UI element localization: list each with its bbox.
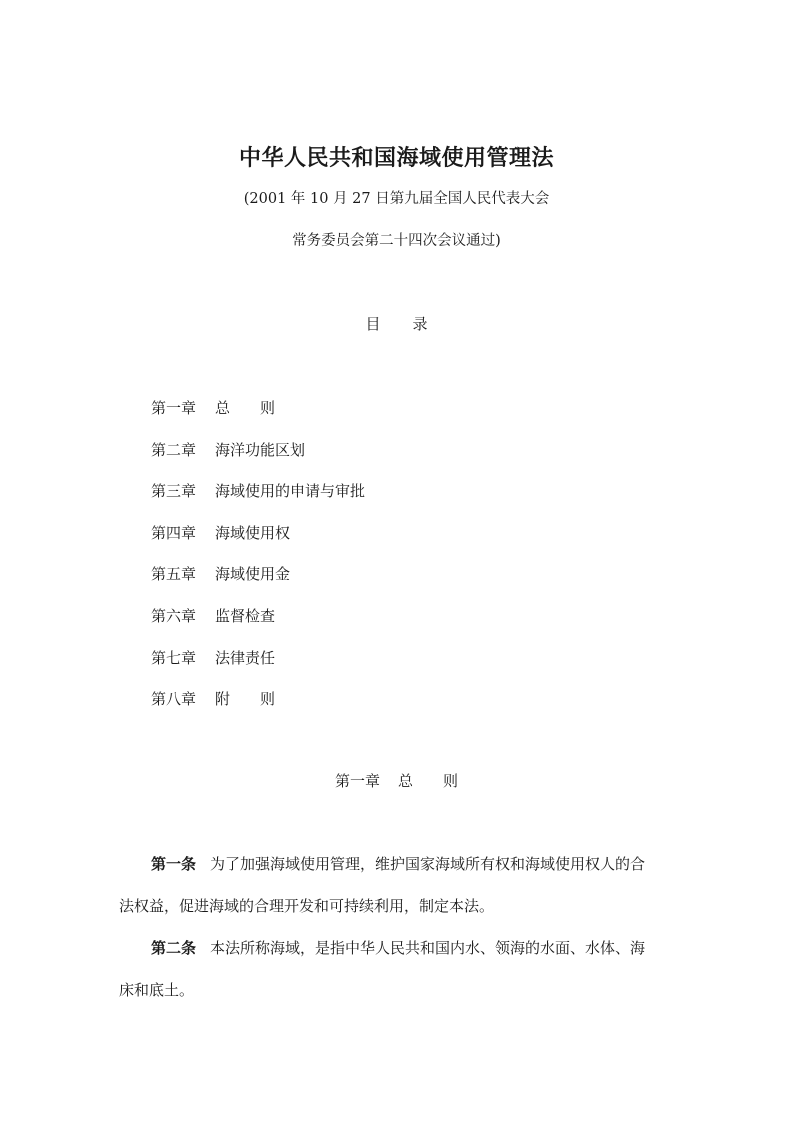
article-text: 本法所称海域，是指中华人民共和国内水、领海的水面、水体、海 <box>210 939 646 957</box>
toc-chapter-number: 第七章 <box>151 648 197 667</box>
article-label: 第一条 <box>151 855 197 873</box>
toc-item-chapter-6 <box>151 605 365 647</box>
toc-chapter-title: 海域使用权 <box>215 523 291 542</box>
toc-chapter-number: 第八章 <box>151 690 197 709</box>
chapter-number: 第一章 <box>334 772 380 790</box>
toc-heading-left: 目 <box>365 315 381 333</box>
article-1-line-2: 法权益，促进海域的合理开发和可持续利用，制定本法。 <box>119 896 495 915</box>
toc-chapter-number: 第一章 <box>151 399 197 417</box>
article-2-line-1 <box>119 937 675 979</box>
document-subtitle-line2: 常务委员会第二十四次会议通过) <box>292 233 501 249</box>
toc-chapter-number: 第三章 <box>151 482 197 501</box>
table-of-contents <box>151 397 365 730</box>
toc-chapter-title: 总 则 <box>215 399 276 417</box>
article-2 <box>119 937 675 1020</box>
article-1-line-1 <box>119 853 675 895</box>
toc-chapter-title: 海域使用的申请与审批 <box>215 482 366 501</box>
article-label: 第二条 <box>151 939 197 957</box>
toc-item-chapter-5 <box>151 563 365 605</box>
chapter-title: 总 则 <box>398 772 459 790</box>
toc-chapter-title: 法律责任 <box>215 648 276 667</box>
article-1 <box>119 853 675 936</box>
toc-heading-right: 录 <box>412 315 428 333</box>
chapter-1-heading <box>0 770 793 792</box>
toc-chapter-title: 附 则 <box>215 690 276 709</box>
toc-chapter-number: 第五章 <box>151 565 197 584</box>
toc-chapter-number: 第二章 <box>151 440 197 459</box>
document-subtitle-line1: (2001 年 10 月 27 日第九届全国人民代表大会 <box>243 191 550 207</box>
toc-chapter-number: 第六章 <box>151 606 197 625</box>
toc-chapter-title: 海域使用金 <box>215 565 291 584</box>
toc-item-chapter-8 <box>151 688 365 730</box>
toc-item-chapter-4 <box>151 522 365 564</box>
toc-heading <box>0 313 793 335</box>
toc-chapter-number: 第四章 <box>151 523 197 542</box>
toc-chapter-title: 海洋功能区划 <box>215 440 306 459</box>
document-title: 中华人民共和国海域使用管理法 <box>238 145 554 171</box>
toc-item-chapter-2 <box>151 439 365 481</box>
toc-item-chapter-1 <box>151 397 365 439</box>
article-2-line-2: 床和底土。 <box>119 980 195 999</box>
toc-item-chapter-7 <box>151 647 365 689</box>
toc-item-chapter-3 <box>151 480 365 522</box>
article-text: 为了加强海域使用管理，维护国家海域所有权和海域使用权人的合 <box>210 855 646 873</box>
toc-chapter-title: 监督检查 <box>215 606 276 625</box>
